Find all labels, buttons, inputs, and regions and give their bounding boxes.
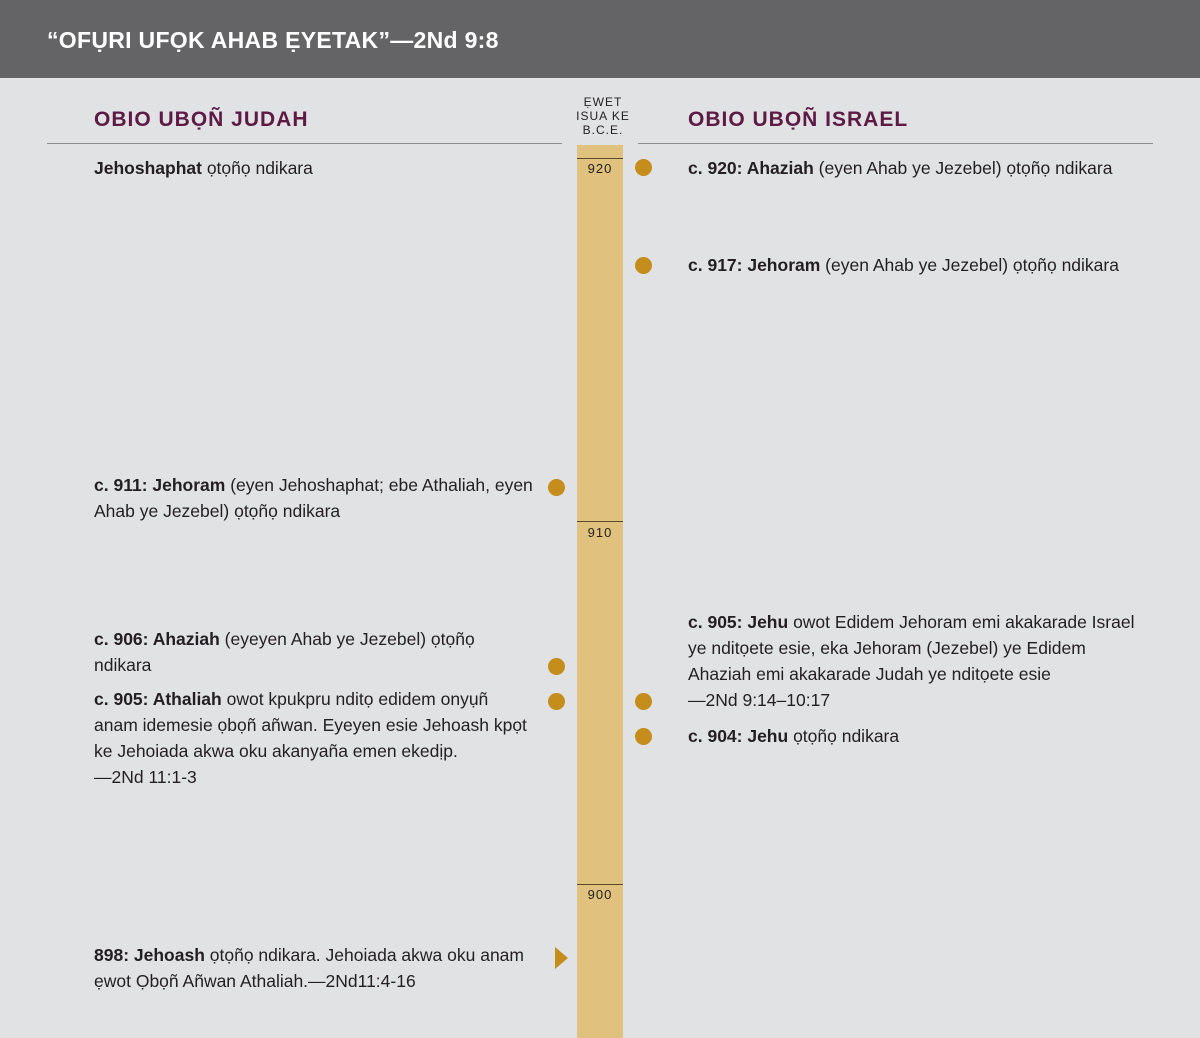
header-bar [0, 0, 1200, 78]
event-heading: c. 911: Jehoram [94, 475, 226, 495]
right-divider [638, 143, 1153, 144]
tick-920 [577, 158, 623, 159]
axis-label-line: B.C.E. [582, 123, 624, 137]
event-text: owot Edidem Jehoram emi akakarade Israel ye nditọete esie, eka Jehoram (Jezebel) ye Edidem Ahaziah emi akakarade Judah ye nditọete esie [688, 612, 1135, 684]
event-heading: c. 906: Ahaziah [94, 629, 220, 649]
event-reference: —2Nd 11:1-3 [94, 767, 197, 787]
judah-event [94, 626, 524, 678]
event-text: (eyeyen Ahab ye Jezebel) ọtọñọ ndikara [94, 629, 475, 675]
israel-marker-dot [635, 257, 652, 274]
tick-910 [577, 521, 623, 522]
judah-marker-dot [548, 479, 565, 496]
event-text: ọtọñọ ndikara. Jehoiada akwa oku anam ẹwot Ọbọñ Añwan Athaliah.—2Nd11:4-16 [94, 945, 524, 991]
event-text: (eyen Jehoshaphat; ebe Athaliah, eyen Ahab ye Jezebel) ọtọñọ ndikara [94, 475, 533, 521]
judah-event [94, 155, 544, 181]
left-divider [47, 143, 562, 144]
judah-marker-dot [548, 658, 565, 675]
timeline-axis-label [568, 95, 638, 137]
israel-event [688, 609, 1148, 713]
event-text: ọtọñọ ndikara [201, 158, 313, 178]
event-heading: c. 904: Jehu [688, 726, 789, 746]
axis-label-line: ẸWET [583, 95, 623, 109]
israel-marker-dot [635, 693, 652, 710]
event-heading: c. 905: Jehu [688, 612, 789, 632]
tick-900 [577, 884, 623, 885]
event-text: (eyen Ahab ye Jezebel) ọtọñọ ndikara [820, 255, 1119, 275]
axis-label-line: ISUA KE [576, 109, 630, 123]
tick-label-920: 920 [587, 161, 613, 176]
title-text: “OFỤRI UFỌK AHAB ẸYETAK” [47, 27, 391, 53]
event-text: ọtọñọ ndikara [788, 726, 900, 746]
tick-label-900: 900 [587, 887, 613, 902]
israel-marker-dot [635, 159, 652, 176]
judah-marker-dot [548, 693, 565, 710]
timeline-bar [577, 145, 623, 1038]
judah-event [94, 942, 524, 994]
judah-column-title: OBIO UBỌÑ JUDAH [94, 108, 309, 131]
judah-event [94, 472, 544, 524]
event-heading: Jehoshaphat [94, 158, 202, 178]
judah-event [94, 686, 534, 790]
event-reference: —2Nd 9:14–10:17 [688, 690, 831, 710]
tick-label-910: 910 [587, 525, 613, 540]
israel-marker-dot [635, 728, 652, 745]
event-heading: 898: Jehoash [94, 945, 205, 965]
israel-event [688, 155, 1148, 181]
event-heading: c. 920: Ahaziah [688, 158, 814, 178]
israel-column-title: OBIO UBỌÑ ISRAEL [688, 108, 909, 131]
event-heading: c. 905: Athaliah [94, 689, 222, 709]
event-text: owot kpukpru nditọ edidem onyụñ anam idemesie ọbọñ añwan. Eyeyen esie Jehoash kpọt ke Jehoiada akwa oku akanyaña emen ekedịp. [94, 689, 527, 761]
title-reference: —2Nd 9:8 [390, 27, 499, 53]
event-heading: c. 917: Jehoram [688, 255, 821, 275]
israel-event [688, 723, 1148, 749]
judah-marker-arrow [555, 947, 568, 969]
israel-event [688, 252, 1148, 278]
event-text: (eyen Ahab ye Jezebel) ọtọñọ ndikara [813, 158, 1113, 178]
page-title [47, 27, 499, 54]
